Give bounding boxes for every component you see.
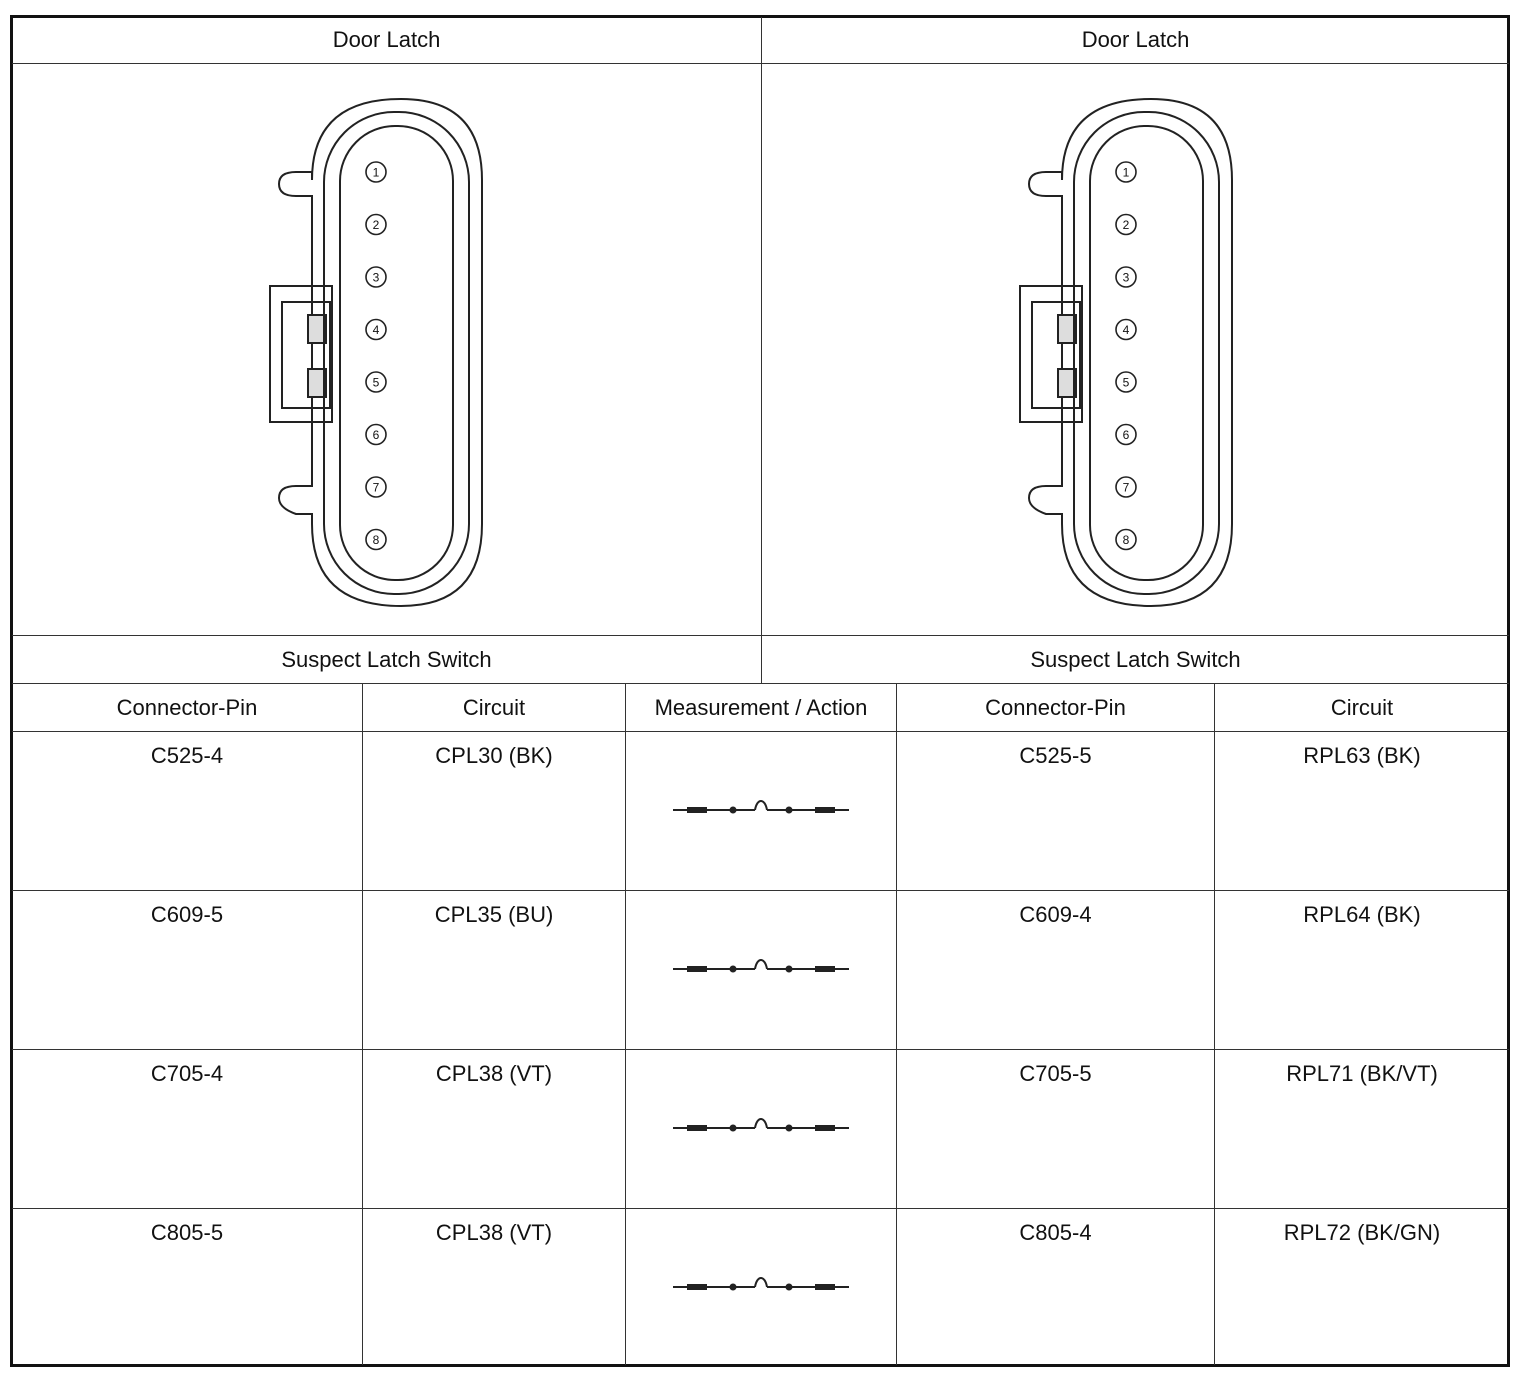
connector-latch-housing	[270, 286, 332, 422]
circuit-cell: RPL64 (BK)	[1303, 902, 1421, 927]
probe-dot	[730, 1125, 737, 1132]
circuit-cell: RPL63 (BK)	[1303, 743, 1421, 768]
circuit-cell: CPL38 (VT)	[435, 1220, 553, 1245]
circuit-cell: RPL71 (BK/VT)	[1286, 1061, 1438, 1086]
probe-dot	[786, 966, 793, 973]
probe-dot	[730, 807, 737, 814]
divider	[896, 684, 897, 1365]
pin-number: 7	[372, 480, 380, 495]
probe-tip	[687, 1284, 707, 1290]
circuit-cell: CPL38 (VT)	[435, 1061, 553, 1086]
connector-caption: Suspect Latch Switch	[1030, 646, 1241, 672]
connector-title: Door Latch	[332, 27, 441, 52]
pin-number: 2	[372, 218, 380, 232]
connector-face-diagram	[262, 94, 492, 612]
connector-cavity	[1074, 112, 1219, 594]
probe-dot	[786, 1284, 793, 1291]
column-header: Circuit	[1330, 694, 1394, 720]
column-header: Connector-Pin	[985, 694, 1126, 720]
connector-caption: Suspect Latch Switch	[281, 646, 492, 672]
pin-number: 1	[1122, 165, 1130, 180]
pin-number: 6	[372, 428, 380, 442]
divider	[761, 17, 762, 684]
column-header: Measurement / Action	[654, 694, 868, 720]
pin-number: 8	[372, 533, 380, 547]
pin-number: 2	[1122, 218, 1130, 232]
lead-loop	[755, 1119, 767, 1128]
continuity-symbol-icon	[671, 1118, 851, 1138]
connector-pin-cell: C525-4	[150, 743, 224, 768]
connector-pin-cell: C525-5	[1019, 743, 1092, 768]
continuity-symbol-icon	[671, 800, 851, 820]
probe-tip	[687, 1125, 707, 1131]
connector-insert	[1090, 126, 1203, 580]
lead-loop	[755, 1278, 767, 1287]
pin-number: 8	[1122, 533, 1130, 547]
probe-dot	[730, 966, 737, 973]
probe-tip	[687, 807, 707, 813]
continuity-symbol-icon	[671, 1277, 851, 1297]
connector-title: Door Latch	[1081, 27, 1190, 52]
column-header: Circuit	[462, 694, 526, 720]
divider	[362, 684, 363, 1365]
connector-cavity	[324, 112, 469, 594]
connector-latch-housing	[1020, 286, 1082, 422]
divider	[1214, 684, 1215, 1365]
circuit-cell: CPL30 (BK)	[435, 743, 553, 768]
lead-loop	[755, 801, 767, 810]
probe-tip	[815, 1284, 835, 1290]
connector-pin-cell: C805-5	[150, 1220, 224, 1245]
probe-tip	[687, 966, 707, 972]
pin-number: 5	[1122, 375, 1130, 390]
connector-insert	[340, 126, 453, 580]
continuity-symbol-icon	[671, 959, 851, 979]
pin-number: 6	[1122, 428, 1130, 442]
divider	[625, 684, 626, 1365]
connector-pin-cell: C805-4	[1019, 1220, 1092, 1245]
lead-loop	[755, 960, 767, 969]
divider	[12, 63, 1509, 64]
connector-pin-cell: C609-5	[150, 902, 224, 927]
circuit-cell: CPL35 (BU)	[434, 902, 554, 927]
probe-tip	[815, 1125, 835, 1131]
pin-number: 4	[372, 323, 380, 337]
pin-number: 7	[1122, 480, 1130, 495]
connector-pin-cell: C705-4	[150, 1061, 224, 1086]
circuit-cell: RPL72 (BK/GN)	[1283, 1220, 1441, 1245]
connector-face-diagram	[1012, 94, 1242, 612]
probe-dot	[730, 1284, 737, 1291]
pin-number: 5	[372, 375, 380, 390]
pin-number: 4	[1122, 323, 1130, 337]
probe-dot	[786, 1125, 793, 1132]
connector-pin-cell: C705-5	[1019, 1061, 1092, 1086]
pin-number: 1	[372, 165, 380, 180]
connector-pin-cell: C609-4	[1019, 902, 1092, 927]
probe-tip	[815, 966, 835, 972]
pin-number: 3	[1122, 270, 1130, 285]
column-header: Connector-Pin	[116, 694, 258, 720]
pin-number: 3	[372, 270, 380, 285]
probe-tip	[815, 807, 835, 813]
probe-dot	[786, 807, 793, 814]
